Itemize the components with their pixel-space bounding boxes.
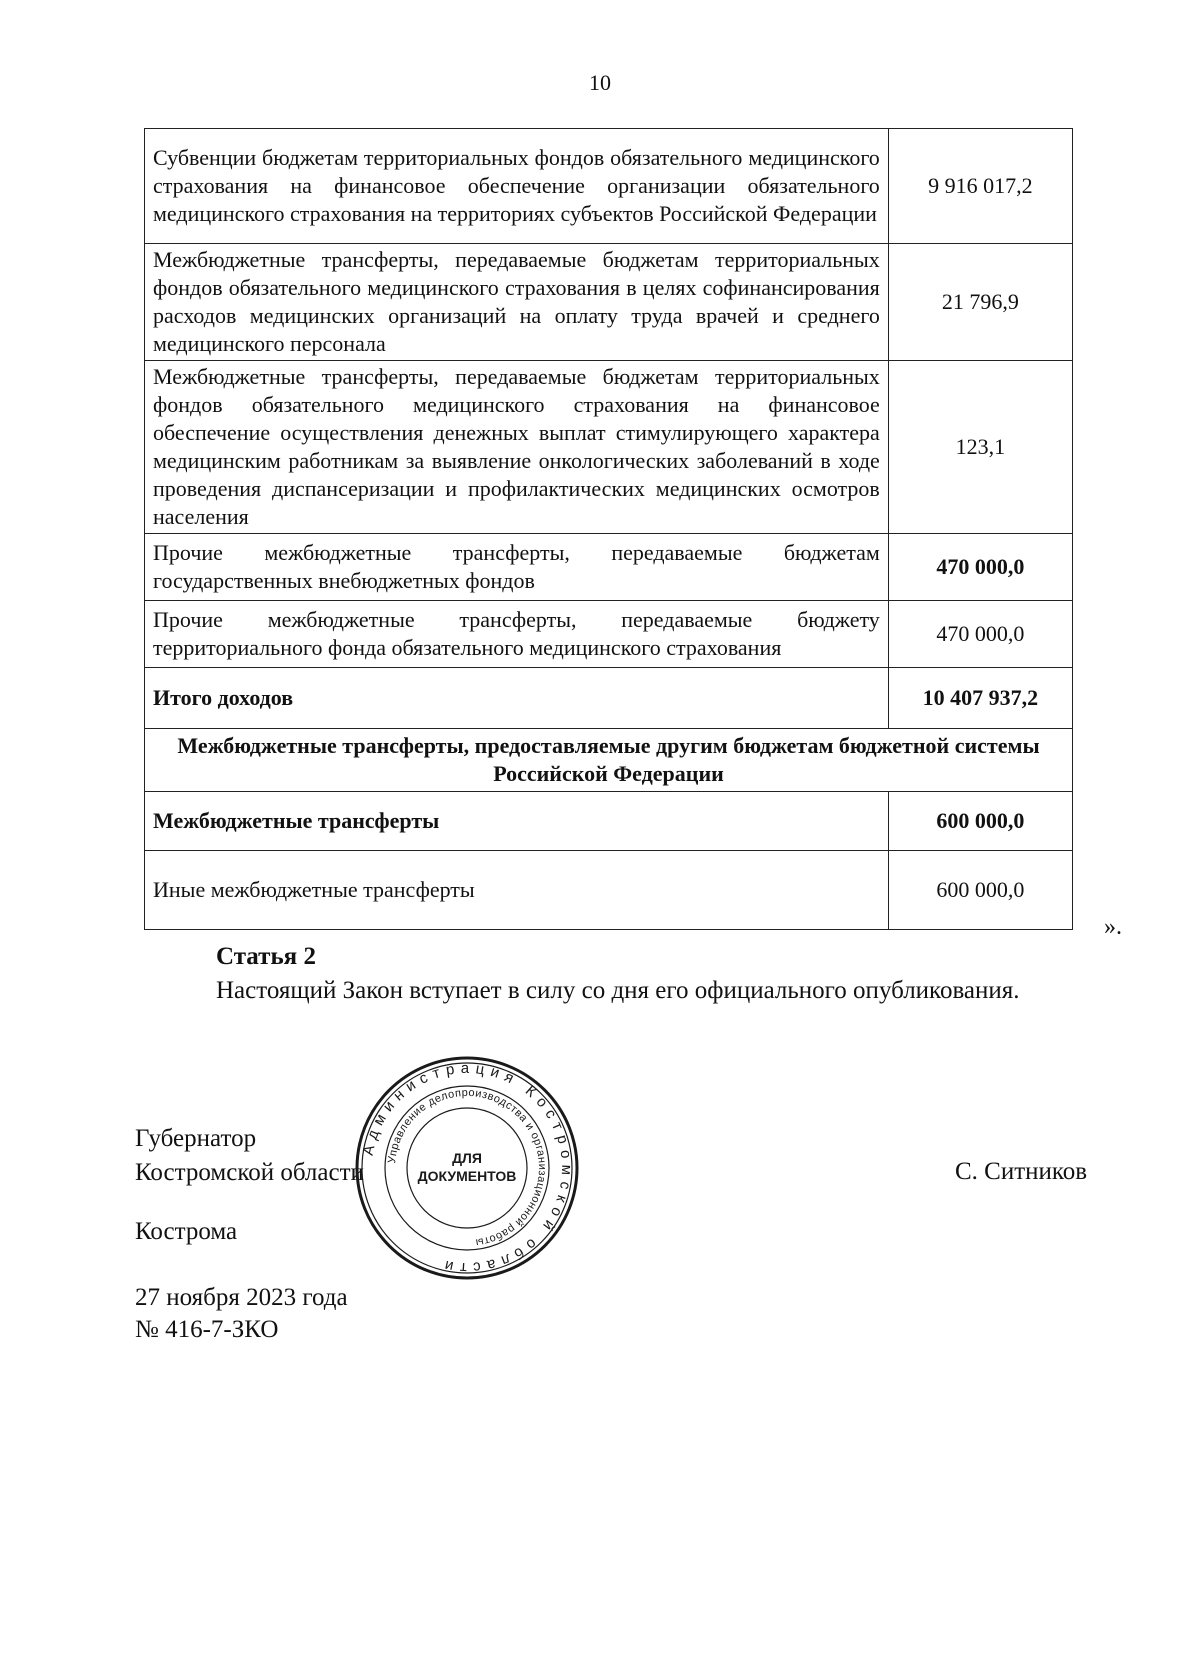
row-amount: 470 000,0 xyxy=(888,534,1072,601)
article-text: Настоящий Закон вступает в силу со дня его официального опубликования. xyxy=(216,977,1020,1004)
table-row xyxy=(145,129,1073,244)
section-heading: Межбюджетные трансферты, предоставляемые другим бюджетам бюджетной системы Российской Федерации xyxy=(145,729,1073,792)
city: Кострома xyxy=(135,1218,238,1245)
seal-center-line-2: ДОКУМЕНТОВ xyxy=(417,1168,517,1184)
date-block xyxy=(135,1282,348,1346)
section-heading-row xyxy=(145,729,1073,792)
position-line-2: Костромской области xyxy=(135,1159,364,1186)
signatory-name: С. Ситников xyxy=(955,1158,1088,1185)
row-amount: 9 916 017,2 xyxy=(888,129,1072,244)
row-amount: 21 796,9 xyxy=(888,244,1072,361)
transfers-amount: 600 000,0 xyxy=(888,792,1072,851)
seal-center-line-1: ДЛЯ xyxy=(452,1150,482,1166)
row-amount: 470 000,0 xyxy=(888,601,1072,668)
table-row xyxy=(145,244,1073,361)
signatory-position xyxy=(135,1122,364,1190)
seal-outer-text: Администрация Костромской области xyxy=(359,1059,576,1277)
article xyxy=(216,940,1116,1008)
closing-quote: ». xyxy=(1104,914,1122,940)
budget-table xyxy=(144,128,1073,930)
table-row xyxy=(145,361,1073,534)
total-label: Итого доходов xyxy=(145,668,889,729)
transfers-label: Межбюджетные трансферты xyxy=(145,792,889,851)
row-description: Субвенции бюджетам территориальных фондов обязательного медицинского страхования на финансовое обеспечение организации обязательного медицинского страхования на территориях субъектов Российской Федерации xyxy=(145,129,889,244)
table-row xyxy=(145,601,1073,668)
total-row xyxy=(145,668,1073,729)
row-description: Прочие межбюджетные трансферты, передаваемые бюджету территориального фонда обязательного медицинского страхования xyxy=(145,601,889,668)
other-transfers-amount: 600 000,0 xyxy=(888,851,1072,930)
row-description: Прочие межбюджетные трансферты, передаваемые бюджетам государственных внебюджетных фондов xyxy=(145,534,889,601)
row-amount: 123,1 xyxy=(888,361,1072,534)
row-description: Межбюджетные трансферты, передаваемые бюджетам территориальных фондов обязательного медицинского страхования в целях софинансирования расходов медицинских организаций на оплату труда врачей и среднего медицинского персонала xyxy=(145,244,889,361)
row-description: Межбюджетные трансферты, передаваемые бюджетам территориальных фондов обязательного медицинского страхования на финансовое обеспечение осуществления денежных выплат стимулирующего характера медицинским работникам за выявление онкологических заболеваний в ходе проведения диспансеризации и профилактических медицинских осмотров населения xyxy=(145,361,889,534)
article-title: Статья 2 xyxy=(216,943,316,970)
official-seal xyxy=(352,1053,582,1283)
other-transfers-label: Иные межбюджетные трансферты xyxy=(145,851,889,930)
document-date: 27 ноября 2023 года xyxy=(135,1284,348,1311)
table-row xyxy=(145,851,1073,930)
position-line-1: Губернатор xyxy=(135,1125,257,1152)
table-row xyxy=(145,534,1073,601)
document-number: № 416-7-ЗКО xyxy=(135,1316,279,1343)
table-row xyxy=(145,792,1073,851)
seal-inner-text: Управление делопроизводства и организационной работы xyxy=(386,1086,549,1249)
page-number: 10 xyxy=(589,70,611,95)
total-amount: 10 407 937,2 xyxy=(888,668,1072,729)
